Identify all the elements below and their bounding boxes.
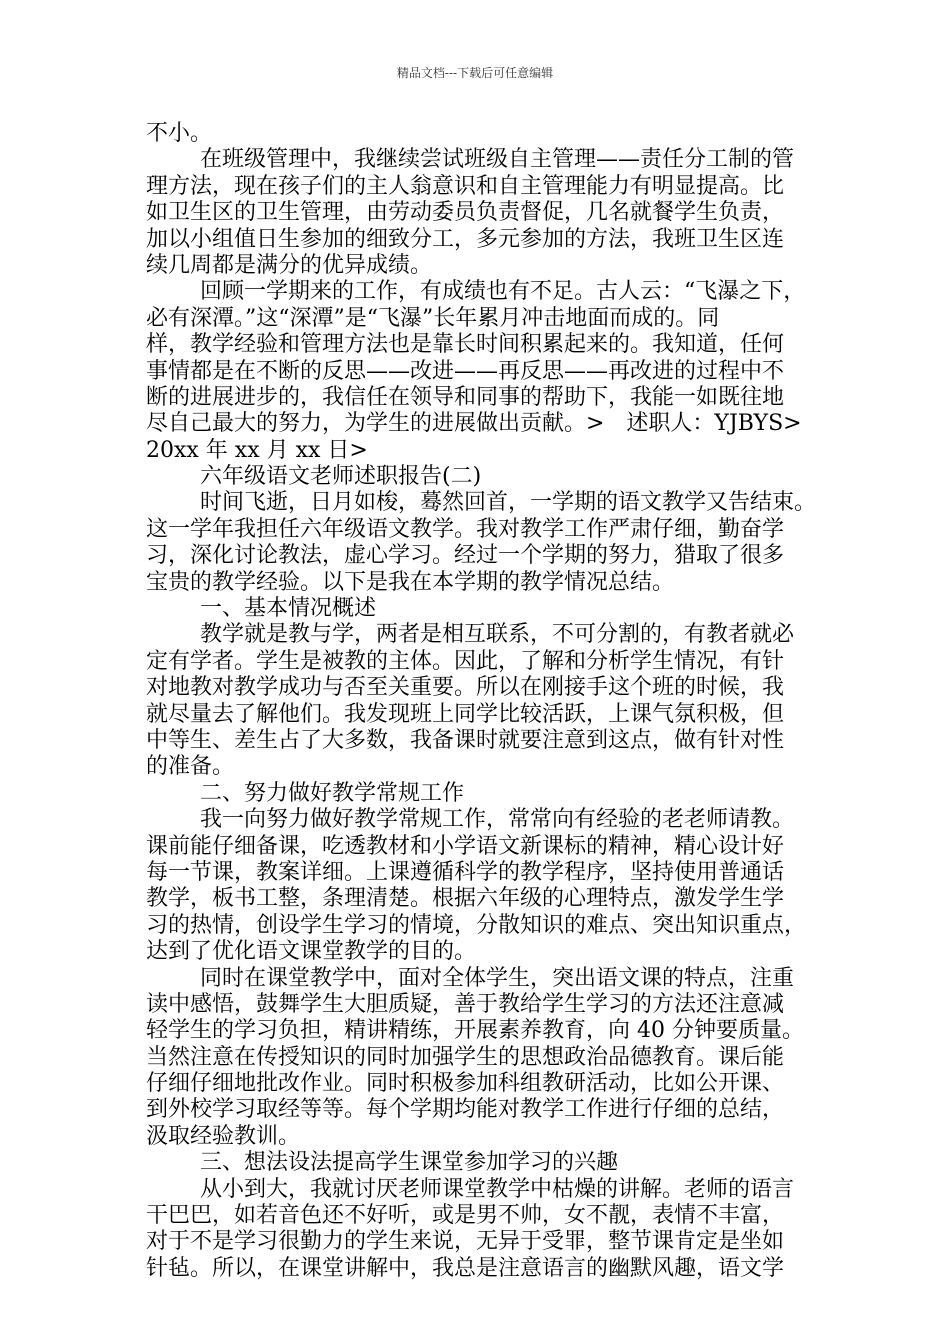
- text-line: 干巴巴，如若音色还不好听，或是男不帅，女不靓，表情不丰富，: [146, 1203, 785, 1229]
- text-line: 同时在课堂教学中，面对全体学生，突出语文课的特点，注重: [200, 965, 795, 991]
- page-header: 精品文档---下载后可任意编辑: [396, 66, 554, 80]
- text-line: 宝贵的教学经验。以下是我在本学期的教学情况总结。: [146, 569, 675, 595]
- text-line: 六年级语文老师述职报告(二): [200, 464, 482, 490]
- text-line: 加以小组值日生参加的细致分工，多元参加的方法，我班卫生区连: [146, 226, 785, 252]
- text-line: 定有学者。学生是被教的主体。因此，了解和分析学生情况，有针: [146, 648, 785, 674]
- text-line: 如卫生区的卫生管理，由劳动委员负责督促，几名就餐学生负责，: [146, 200, 785, 226]
- text-line: 的准备。: [146, 754, 235, 780]
- text-line: 到外校学习取经等等。每个学期均能对教学工作进行仔细的总结，: [146, 1097, 785, 1123]
- text-line: 在班级管理中，我继续尝试班级自主管理——责任分工制的管: [200, 147, 795, 173]
- text-line: 从小到大，我就讨厌老师课堂教学中枯燥的讲解。老师的语言: [200, 1176, 795, 1202]
- text-line: 样，教学经验和管理方法也是靠长时间积累起来的。我知道，任何: [146, 332, 785, 358]
- text-line: 事情都是在不断的反思——改进——再反思——再改进的过程中不: [146, 358, 785, 384]
- text-line: 当然注意在传授知识的同时加强学生的思想政治品德教育。课后能: [146, 1044, 785, 1070]
- text-line: 读中感悟，鼓舞学生大胆质疑，善于教给学生学习的方法还注意减: [146, 991, 785, 1017]
- text-line: 对于不是学习很勤力的学生来说，无异于受罪，整节课肯定是坐如: [146, 1229, 785, 1255]
- text-line: 20xx 年 xx 月 xx 日>: [146, 437, 368, 463]
- text-line: 断的进展进步的，我信任在领导和同事的帮助下，我能一如既往地: [146, 384, 785, 410]
- text-line: 轻学生的学习负担，精讲精练，开展素养教育，向 40 分钟要质量。: [146, 1018, 804, 1044]
- text-line: 中等生、差生占了大多数，我备课时就要注意到这点，做有针对性: [146, 727, 785, 753]
- text-line: 回顾一学期来的工作，有成绩也有不足。古人云：“飞瀑之下，: [200, 279, 806, 305]
- text-line: 教学，板书工整，条理清楚。根据六年级的心理特点，激发学生学: [146, 886, 785, 912]
- text-line: 达到了优化语文课堂教学的目的。: [146, 939, 477, 965]
- text-line: 课前能仔细备课，吃透教材和小学语文新课标的精神，精心设计好: [146, 833, 785, 859]
- text-line: 对地教对教学成功与否至关重要。所以在刚接手这个班的时候，我: [146, 675, 785, 701]
- document-body: [146, 121, 822, 1282]
- text-line: 仔细仔细地批改作业。同时积极参加科组教研活动，比如公开课、: [146, 1071, 785, 1097]
- text-line: 不小。: [146, 121, 213, 146]
- text-line: 时间飞逝，日月如梭，蓦然回首，一学期的语文教学又告结束。: [200, 490, 817, 516]
- text-line: 续几周都是满分的优异成绩。: [146, 252, 433, 278]
- text-line: 一、基本情况概述: [200, 596, 377, 622]
- text-line: 尽自己最大的努力，为学生的进展做出贡献。> 述职人：YJBYS>: [146, 411, 802, 437]
- text-line: 二、努力做好教学常规工作: [200, 780, 465, 806]
- text-line: 教学就是教与学，两者是相互联系，不可分割的，有教者就必: [200, 622, 795, 648]
- text-line: 必有深潭。”这“深潭”是“飞瀑”长年累月冲击地面而成的。同: [146, 305, 720, 331]
- text-line: 这一学年我担任六年级语文教学。我对教学工作严肃仔细，勤奋学: [146, 516, 785, 542]
- text-line: 我一向努力做好教学常规工作，常常向有经验的老老师请教。: [200, 807, 795, 833]
- text-line: 汲取经验教训。: [146, 1123, 301, 1149]
- text-line: 三、想法设法提高学生课堂参加学习的兴趣: [200, 1150, 619, 1176]
- text-line: 针毡。所以，在课堂讲解中，我总是注意语言的幽默风趣，语文学: [146, 1255, 785, 1281]
- text-line: 每一节课，教案详细。上课遵循科学的教学程序，坚持使用普通话: [146, 859, 785, 885]
- text-line: 就尽量去了解他们。我发现班上同学比较活跃，上课气氛积极，但: [146, 701, 785, 727]
- text-line: 习，深化讨论教法，虚心学习。经过一个学期的努力，猎取了很多: [146, 543, 785, 569]
- text-line: 习的热情，创设学生学习的情境，分散知识的难点、突出知识重点，: [146, 912, 807, 938]
- text-line: 理方法，现在孩子们的主人翁意识和自主管理能力有明显提高。比: [146, 173, 785, 199]
